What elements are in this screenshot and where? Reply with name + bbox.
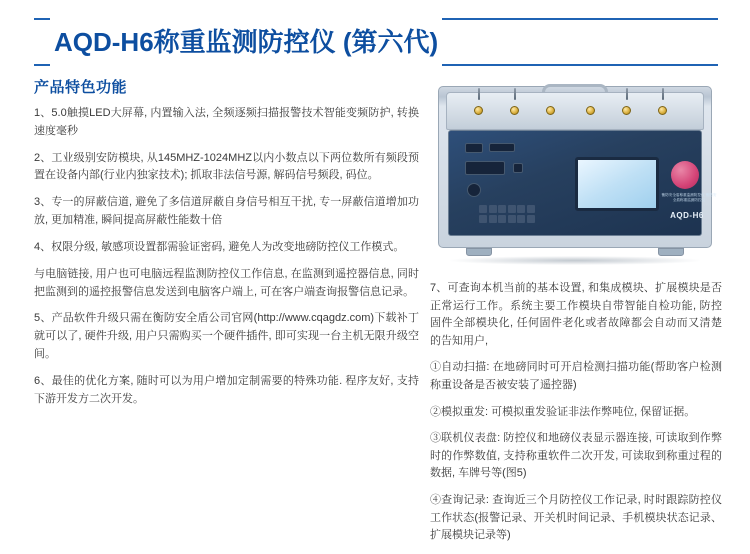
feature-item-dashboard: ③联机仪表盘: 防控仪和地磅仪表显示器连接, 可读取到作弊时的作弊数值, 支持称重软件二次开发, 可读取到称重过程的数据, 车牌号等(图5) — [430, 432, 722, 480]
feature-paragraph-6: 5、产品软件升级只需在衡防安全盾公司官网(http://www.cqagdz.com)下载补丁就可以了, 硬件升级, 用户只需购买一个硬件插件, 即可实现一台主机无限升级空间。 — [34, 312, 419, 360]
antenna-icon — [626, 88, 628, 100]
brand-tagline: 衡防安全盾称重监测防控仪 衡防安全盾称重监测防控仪 — [661, 193, 717, 203]
antenna-knob — [658, 106, 667, 115]
antenna-icon — [478, 88, 480, 100]
device-shadow — [450, 256, 700, 265]
feature-paragraph-3: 3、专一的屏蔽信道, 避免了多信道屏蔽自身信号相互干扰, 专一屏蔽信道增加功放, 更加精准, 瞬间提高屏蔽性能数十倍 — [34, 196, 419, 227]
antenna-icon — [662, 88, 664, 100]
power-port-icon — [465, 143, 483, 153]
keypad-key[interactable] — [508, 205, 516, 213]
keypad-key[interactable] — [527, 205, 535, 213]
device-foot — [466, 248, 492, 256]
keypad-key[interactable] — [489, 205, 497, 213]
feature-paragraph-8: 7、可查询本机当前的基本设置, 和集成模块、扩展模块是否正常运行工作。系统主要工作模块自带智能自检功能, 防控固件全部模块化, 任何固件老化或者故障都会自动而又清楚的告知用户, — [430, 282, 722, 347]
antenna-knob — [474, 106, 483, 115]
keypad-key[interactable] — [489, 215, 497, 223]
device-model-label: AQD-H6 — [670, 211, 704, 220]
keypad-key[interactable] — [479, 215, 487, 223]
feature-item-records: ④查询记录: 查询近三个月防控仪工作记录, 时时跟踪防控仪工作状态(报警记录、开关机时间记录、手机模块状态记录、扩展模块记录等) — [430, 493, 722, 542]
antenna-knob — [546, 106, 555, 115]
antenna-knob — [586, 106, 595, 115]
speaker-icon — [467, 183, 481, 197]
keypad-key[interactable] — [508, 215, 516, 223]
keypad-key[interactable] — [517, 205, 525, 213]
antenna-knob — [510, 106, 519, 115]
section-heading-features: 产品特色功能 — [34, 79, 128, 96]
keypad-key[interactable] — [498, 215, 506, 223]
antenna-knob — [622, 106, 631, 115]
page-title: AQD-H6称重监测防控仪 (第六代) — [50, 18, 442, 66]
feature-paragraph-5: 与电脑链接, 用户也可电脑远程监测防控仪工作信息, 在监测到遥控器信息, 同时把监测到的遥控报警信息发送到电脑客户端上, 可在客户端查询报警信息记录。 — [34, 267, 419, 298]
serial-port-icon — [465, 161, 505, 175]
feature-paragraph-2: 2、工业级别安防模块, 从145MHZ-1024MHZ以内小数点以下两位数所有频段预置在设备内部(行业内独家技术); 抓取非法信号源, 解码信号频段, 码位。 — [34, 151, 419, 182]
keypad[interactable] — [479, 205, 535, 223]
keypad-key[interactable] — [527, 215, 535, 223]
feature-item-replay: ②模拟重发: 可模拟重发验证非法作弊吨位, 保留证据。 — [430, 405, 696, 418]
keypad-key[interactable] — [498, 205, 506, 213]
keypad-key[interactable] — [517, 215, 525, 223]
device-foot — [658, 248, 684, 256]
device-photo — [430, 84, 720, 270]
feature-paragraph-4: 4、权限分级, 敏感项设置都需验证密码, 避免人为改变地磅防控仪工作模式。 — [34, 240, 405, 253]
page-title-banner — [34, 18, 718, 66]
indicator-light-icon — [513, 163, 523, 173]
keypad-key[interactable] — [479, 205, 487, 213]
brand-logo-icon — [671, 161, 699, 189]
device-front-panel — [448, 130, 717, 236]
feature-paragraph-7: 6、最佳的优化方案, 随时可以为用户增加定制需要的特殊功能. 程序友好, 支持下游开发方二次开发。 — [34, 374, 419, 405]
feature-paragraph-1: 1、5.0触摸LED大屏幕, 内置输入法, 全频逐频扫描报警技术智能变频防护, 转换速度毫秒 — [34, 107, 419, 137]
right-column — [430, 280, 722, 554]
feature-item-auto-scan: ①自动扫描: 在地磅同时可开启检测扫描功能(帮助客户检测称重设备是否被安装了遥控器) — [430, 361, 722, 391]
data-port-icon — [489, 143, 515, 152]
antenna-icon — [514, 88, 516, 100]
left-column — [34, 76, 419, 417]
device-touch-screen[interactable] — [575, 157, 659, 211]
